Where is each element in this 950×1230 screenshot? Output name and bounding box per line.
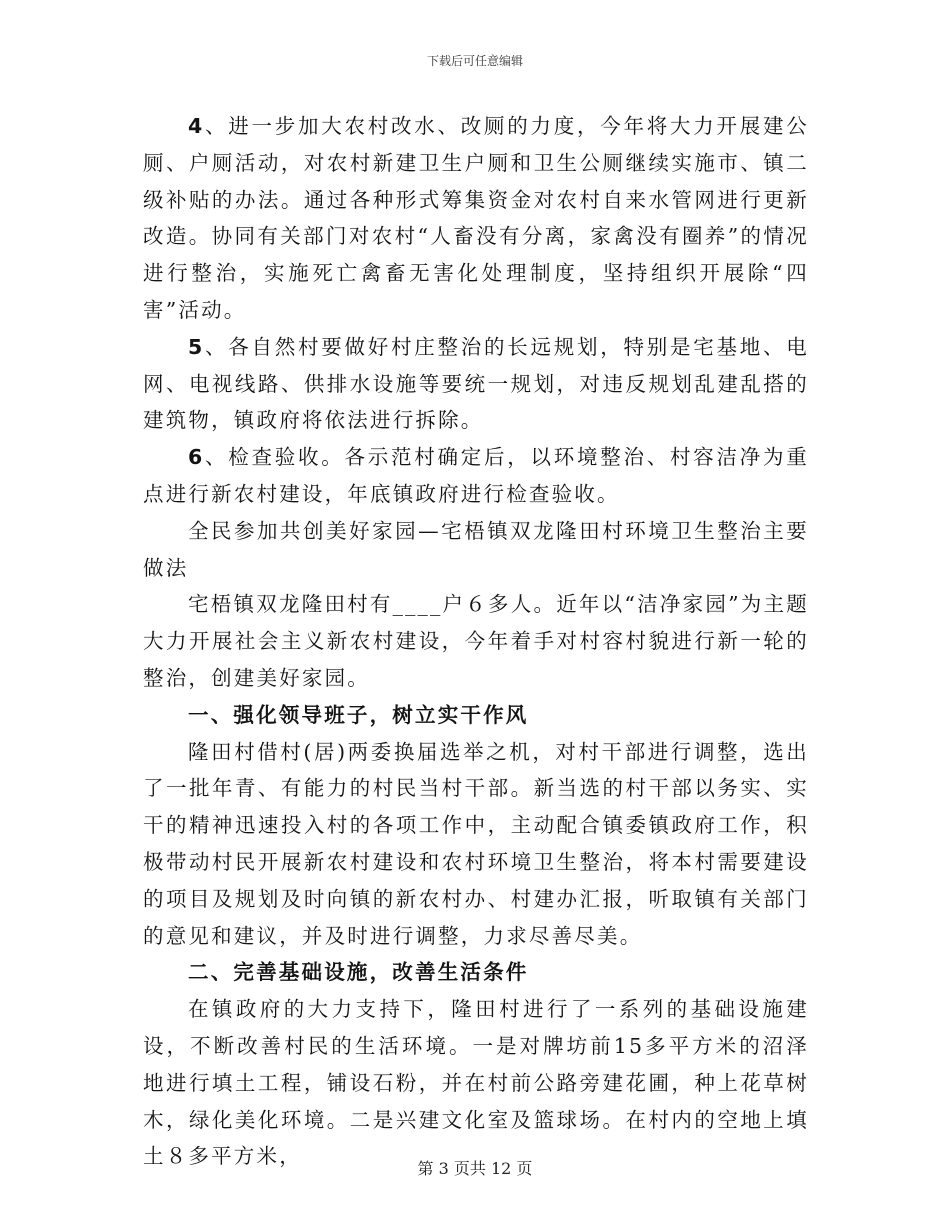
section-2-paragraph: 在镇政府的大力支持下，隆田村进行了一系列的基础设施建设，不断改善村民的生活环境。一是对牌坊前15多平方米的沼泽地进行填土工程，铺设石粉，并在村前公路旁建花圃，种上花草树木，绿化美化环境。二是兴建文化室及篮球场。在村内的空地上填土８多平方米， bbox=[143, 997, 809, 1169]
paragraph-text: 、进一步加大农村改水、改厕的力度，今年将大力开展建公厕、户厕活动，对农村新建卫生户厕和卫生公厕继续实施市、镇二级补贴的办法。通过各种形式筹集资金对农村自来水管网进行更新改造。协同有关部门对农村“人畜没有分离，家禽没有圈养”的情况进行整治，实施死亡禽畜无害化处理制度，坚持组织开展除“四害”活动。 bbox=[143, 114, 809, 322]
article-title: 全民参加共创美好家园—宅梧镇双龙隆田村环境卫生整治主要做法 bbox=[143, 518, 809, 580]
section-heading-1: 一、强化领导班子，树立实干作风 bbox=[188, 702, 529, 727]
item-number: 4 bbox=[188, 114, 205, 138]
item-number: 6 bbox=[188, 445, 205, 470]
document-body bbox=[143, 108, 809, 1175]
page-header-note: 下载后可任意编辑 bbox=[426, 54, 523, 68]
intro-paragraph: 宅梧镇双龙隆田村有____户６多人。近年以“洁净家园”为主题大力开展社会主义新农村建设，今年着手对村容村貌进行新一轮的整治，创建美好家园。 bbox=[143, 592, 809, 690]
paragraph-text: 、检查验收。各示范村确定后，以环境整治、村容洁净为重点进行新农村建设，年底镇政府进行检查验收。 bbox=[143, 445, 809, 506]
section-heading-2: 二、完善基础设施，改善生活条件 bbox=[188, 960, 529, 985]
paragraph-text: 、各自然村要做好村庄整治的长远规划，特别是宅基地、电网、电视线路、供排水设施等要统一规划，对违反规划乱建乱搭的建筑物，镇政府将依法进行拆除。 bbox=[143, 334, 809, 433]
paragraph-item-5 bbox=[143, 329, 809, 439]
paragraph-item-6 bbox=[143, 439, 809, 513]
item-number: 5 bbox=[188, 334, 205, 359]
section-1-paragraph: 隆田村借村(居)两委换届选举之机，对村干部进行调整，选出了一批年青、有能力的村民当村干部。新当选的村干部以务实、实干的精神迅速投入村的各项工作中，主动配合镇委镇政府工作，积极带动村民开展新农村建设和农村环境卫生整治，将本村需要建设的项目及规划及时向镇的新农村办、村建办汇报，听取镇有关部门的意见和建议，并及时进行调整，力求尽善尽美。 bbox=[143, 739, 809, 948]
paragraph-item-4 bbox=[143, 108, 809, 329]
page-number-footer: 第 3 页共 12 页 bbox=[417, 1159, 533, 1178]
